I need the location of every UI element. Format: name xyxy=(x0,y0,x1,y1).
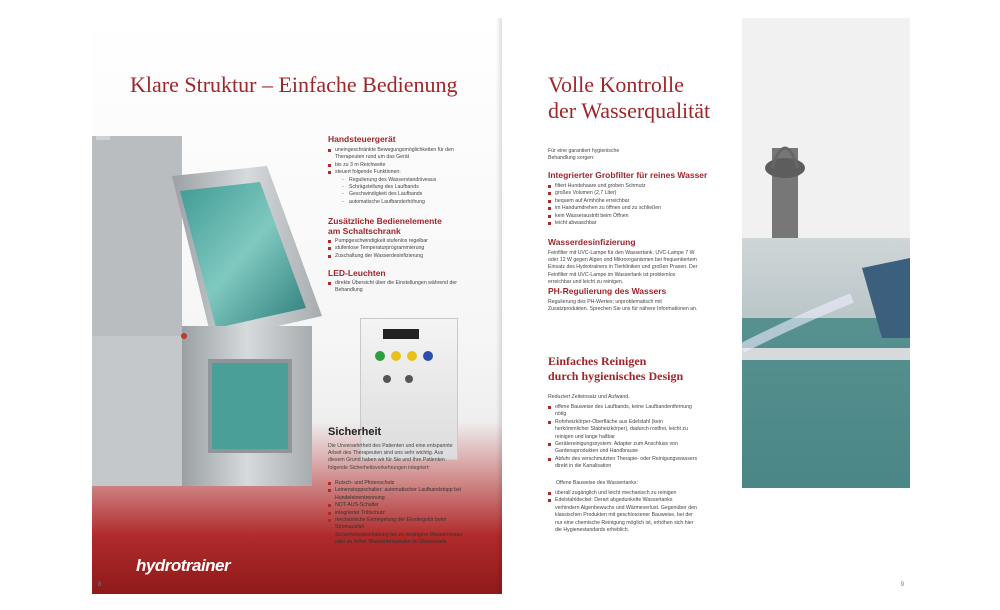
ph-text: Regulierung des PH-Wertes; unproblematisch mit Zusatzprodukten. Sprechen Sie uns für nähere Informationen an. xyxy=(548,299,698,313)
list-item: Leinenstoppschalter: automatischer Laufbandstopp bei Hundeleinentrennung xyxy=(328,487,468,502)
sicherheit-list xyxy=(328,480,468,547)
reinigen-intro: Reduziert Zeiteinsatz und Aufwand. xyxy=(548,394,630,400)
reinigen-list xyxy=(548,404,698,471)
reinigen-heading-1: Einfaches Reinigen xyxy=(548,354,647,368)
title-line-2: der Wasserqualität xyxy=(548,98,711,123)
hydrotrainer-logo: hydrotrainer xyxy=(136,556,231,575)
handsteuer-list xyxy=(328,147,478,206)
zusatz-heading-1: Zusätzliche Bedienelemente xyxy=(328,216,442,226)
grobfilter-list xyxy=(548,183,698,227)
page-number-right: 9 xyxy=(900,582,904,588)
sicherheit-heading: Sicherheit xyxy=(328,426,382,438)
list-item: leicht abwaschbar xyxy=(548,220,698,227)
led-heading: LED-Leuchten xyxy=(328,268,386,278)
list-item: Pumpgeschwindigkeit stufenlos regelbar xyxy=(328,238,478,245)
list-item: NOT-AUS-Schalter xyxy=(328,502,468,509)
ph-heading: PH-Regulierung des Wassers xyxy=(548,286,667,296)
list-item: großes Volumen (2,7 Liter) xyxy=(548,190,698,197)
sicherheit-intro: Die Unversehrtheit des Patienten und eine entspannte Arbeit des Therapeuten sind uns sehr wichtig. Aus diesem Grund haben wir für Sie und Ihre Patienten folgende Sicherheitsvorkehrungen integriert: xyxy=(328,443,453,471)
reinigen-heading-2: durch hygienisches Design xyxy=(548,369,684,383)
sub-list-item: - Schrägstellung des Laufbands xyxy=(342,184,478,191)
tank-list xyxy=(548,490,698,534)
title-line-1: Volle Kontrolle xyxy=(548,72,684,97)
page-number-left: 8 xyxy=(98,582,102,588)
list-item: bis zu 3 m Reichweite xyxy=(328,162,478,169)
zusatz-list xyxy=(328,238,478,260)
control-panel-image xyxy=(360,318,458,460)
desinfizierung-heading: Wasserdesinfizierung xyxy=(548,237,636,247)
left-page xyxy=(92,18,502,594)
list-item: mechanische Entriegelung der Einstiegstür beim Stromausfall xyxy=(328,517,468,532)
list-item: Gerätereinigungssystem: Adapter zum Anschluss von Gardenaprodukten und Handbrause xyxy=(548,441,698,456)
list-item: Sicherheitsabschaltung bei zu niedrigem Wasserniveau oder zu hoher Wassertemperatur im Wassertank xyxy=(328,532,468,547)
tank-intro: Offene Bauweise des Wassertanks: xyxy=(556,480,638,486)
right-page xyxy=(502,18,910,594)
list-item: bequem auf Armhöhe erreichbar xyxy=(548,198,698,205)
list-item xyxy=(328,169,478,206)
list-item: Abfuhr des verschmutzten Therapie- oder Reinigungswassers direkt in die Kanalisation xyxy=(548,456,698,471)
hydrotrainer-machine-image xyxy=(92,136,332,516)
zusatz-heading-2: am Schaltschrank xyxy=(328,226,401,236)
list-item: uneingeschränkte Bewegungsmöglichkeiten für den Therapeuten rund um das Gerät xyxy=(328,147,478,162)
page-title-left: Klare Struktur – Einfache Bedienung xyxy=(130,72,458,97)
page-title-right xyxy=(548,72,710,124)
list-item: überall zugänglich und leicht mechanisch zu reinigen xyxy=(548,490,698,497)
sub-list-item: - Regulierung des Wasserstandniveaus xyxy=(342,177,478,184)
list-item: Rohrheizkörper-Oberfläche aus Edelstahl (kein herkömmlicher Stabheizkörper), dadurch rostfrei, leicht zu reinigen und lange haltbar xyxy=(548,419,698,441)
list-item: offene Bauweise des Laufbands, keine Laufbandentfernung nötig xyxy=(548,404,698,419)
list-item: kein Wasseraustritt beim Öffnen xyxy=(548,213,698,220)
sub-list-item: - automatische Laufbanderhöhung xyxy=(342,199,478,206)
desinfizierung-text: Feinfilter mit UVC-Lampe für den Wassertank. UVC-Lampe 7 W oder 12 W gegen Algen und Mikroorganismen bei frequentiertem Einsatz des Hydrotrainers in Tierkliniken und großen Praxen. Der Feinfilter mit UVC-Lampe im Wassertank ist problemlos erreichbar und leicht zu reinigen. xyxy=(548,250,698,285)
led-list xyxy=(328,280,478,295)
list-item: im Handumdrehen zu öffnen und zu schließen xyxy=(548,205,698,212)
list-item: filtert Hundehaare und groben Schmutz xyxy=(548,183,698,190)
list-item: stufenlose Temperaturprogrammierung xyxy=(328,245,478,252)
list-item-label: steuert folgende Funktionen: xyxy=(335,169,401,176)
handsteuer-heading: Handsteuergerät xyxy=(328,134,396,144)
sub-list-item: - Geschwindigkeit des Laufbands xyxy=(342,191,478,198)
list-item: Edelstahldeckel: Derart abgedunkelte Wassertanks verhindern Algenbewuchs und Wärmeverlust. Gegenüber den klassischen Produkten mit geschlossener Bauweise, bei der nur eine chemische Reinigung möglich ist, erhöhen sich hier die Hygienestandards erheblich. xyxy=(548,497,698,534)
grobfilter-heading: Integrierter Grobfilter für reines Wasser xyxy=(548,170,708,180)
cleaning-photo xyxy=(742,18,910,488)
list-item: integrierter Trittschutz xyxy=(328,510,468,517)
list-item: direkte Übersicht über die Einstellungen während der Behandlung xyxy=(328,280,478,295)
right-intro: Für eine garantiert hygienische Behandlung sorgen: xyxy=(548,148,620,162)
list-item: Rutsch- und Pfotenschutz xyxy=(328,480,468,487)
list-item: Zuschaltung der Wasserdesinfizierung xyxy=(328,253,478,260)
